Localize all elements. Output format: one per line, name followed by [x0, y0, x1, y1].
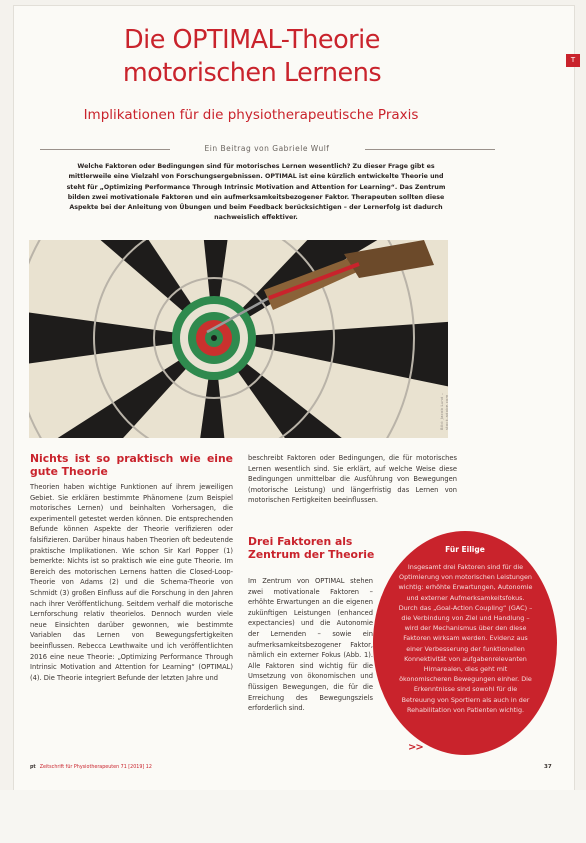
article-subtitle: Implikationen für die physiotherapeutische Praxis	[83, 107, 419, 123]
footer-journal	[30, 765, 152, 770]
column-left	[30, 453, 233, 683]
column-right-narrow	[248, 576, 373, 714]
section-heading-theory: Nichts ist so praktisch wie eine gute Theorie	[30, 452, 233, 478]
byline-rule-right	[365, 149, 495, 150]
quick-read-box	[373, 531, 557, 755]
intro-lead: Welche Faktoren oder Bedingungen sind für motorisches Lernen wesentlich? Zu dieser Frage gibt es mittlerweile eine Vielzahl von Forschungsergebnissen. OPTIMAL ist eine kürzlich entwickelte Theorie und steht für „Optimizing Performance Through Intrinsic Motivation and Attention for Learning“. Das Zentrum bilden zwei motivationale Faktoren und ein aufmerksamkeitsbezogener Faktor. Therapeuten sollten diese Aspekte bei der Anleitung von Übungen und beim Feedback berücksichtigen – der Lernerfolg ist dadurch nachweislich effektiver.	[66, 163, 446, 222]
scan-margin	[0, 790, 586, 843]
column-right-top	[248, 453, 457, 506]
quick-read-title: Für Eilige	[445, 545, 485, 554]
dartboard-photo	[29, 240, 448, 438]
photo-credit: Bild: Jacob Lund – stock.adobe.com	[439, 392, 449, 430]
continue-arrows-icon: >>	[408, 742, 423, 753]
title-line-2: motorischen Lernens	[122, 58, 382, 88]
dartboard-illustration	[29, 240, 448, 438]
section-body-three-factors: Im Zentrum von OPTIMAL stehen zwei motivationale Faktoren – erhöhte Erwartungen an die eigenen zukünftigen Leistungen (enhanced expectancies) und die Autonomie der Lernenden – sowie ein aufmerksamkeitsbezogener Faktor, nämlich ein externer Fokus (Abb. 1). Alle Faktoren sind wichtig für die Umsetzung von ökonomischen und flüssigen Bewegungen, die für die Erreichung des Bewegungsziels erforderlich sind.	[248, 577, 373, 713]
section-tab: T	[566, 54, 580, 67]
byline-rule-left	[40, 149, 170, 150]
page-number: 37	[544, 764, 552, 770]
section-body-theory-cont: beschreibt Faktoren oder Bedingungen, die für motorisches Lernen wesentlich sind. Sie erklärt, auf welche Weise diese Bedingungen unmittelbar die Ausführung von Bewegungen (motorische Leistung) und längerfristig das Lernen von motorischen Fertigkeiten beeinflussen.	[248, 454, 457, 505]
title-line-1: Die OPTIMAL-Theorie	[124, 25, 380, 55]
section-heading-three-factors: Drei Faktoren als Zentrum der Theorie	[248, 535, 375, 561]
footer-journal-name: Zeitschrift für Physiotherapeuten 71 [2019] 12	[39, 765, 152, 770]
quick-read-text: Insgesamt drei Faktoren sind für die Optimierung von motorischen Leistungen wichtig: erhöhte Erwartungen, Autonomie und externer Aufmerksamkeitsfokus. Durch das „Goal-Action Coupling“ (GAC) – die Verbindung von Ziel und Handlung – wird der Mechanismus über den diese Faktoren wirksam werden. Evidenz aus einer Verbesserung der funktionellen Konnektivität von aufgabenrelevanten Hirnarealen, dies geht mit ökonomischeren Bewegungen einher. Die Erkenntnisse sind sowohl für die Betreuung von Sportlern als auch in der Rehabilitation von Patienten wichtig.	[398, 563, 533, 714]
byline-row	[40, 144, 495, 154]
section-body-theory: Theorien haben wichtige Funktionen auf ihrem jeweiligen Gebiet. Sie erklären bestimmte Phänomene (zum Beispiel motorisches Lernen) und beinhalten Vorhersagen, die experimentell getestet werden können. Die entsprechenden Befunde können Aspekte der Theorie verifizieren oder falsifizieren. Darüber hinaus haben Theorien oft bedeutende praktische Implikationen. Wie schon Sir Karl Popper (1) bemerkte: Nichts ist so praktisch wie eine gute Theorie. Im Bereich des motorischen Lernens hatten die Closed-Loop-Theorie von Adams (2) und die Schema-Theorie von Schmidt (3) großen Einfluss auf die Forschung in den Jahren nach ihrer Veröffentlichung. Seitdem verhalf die motorische Lernforschung relativ theorielos. Dennoch wurden viele neue Einsichten darüber gewonnen, wie bestimmte Variablen das Lernen von Bewegungsfertigkeiten beeinflussen. Rebecca Lewthwaite und ich veröffentlichten 2016 eine neue Theorie: „Optimizing Performance Through Intrinsic Motivation and Attention for Learning“ (OPTIMAL) (4). Die Theorie integriert Befunde der letzten Jahre und	[30, 483, 233, 682]
footer-logo: pt	[30, 765, 36, 770]
byline: Ein Beitrag von Gabriele Wulf	[204, 144, 330, 153]
article-title	[60, 24, 444, 90]
